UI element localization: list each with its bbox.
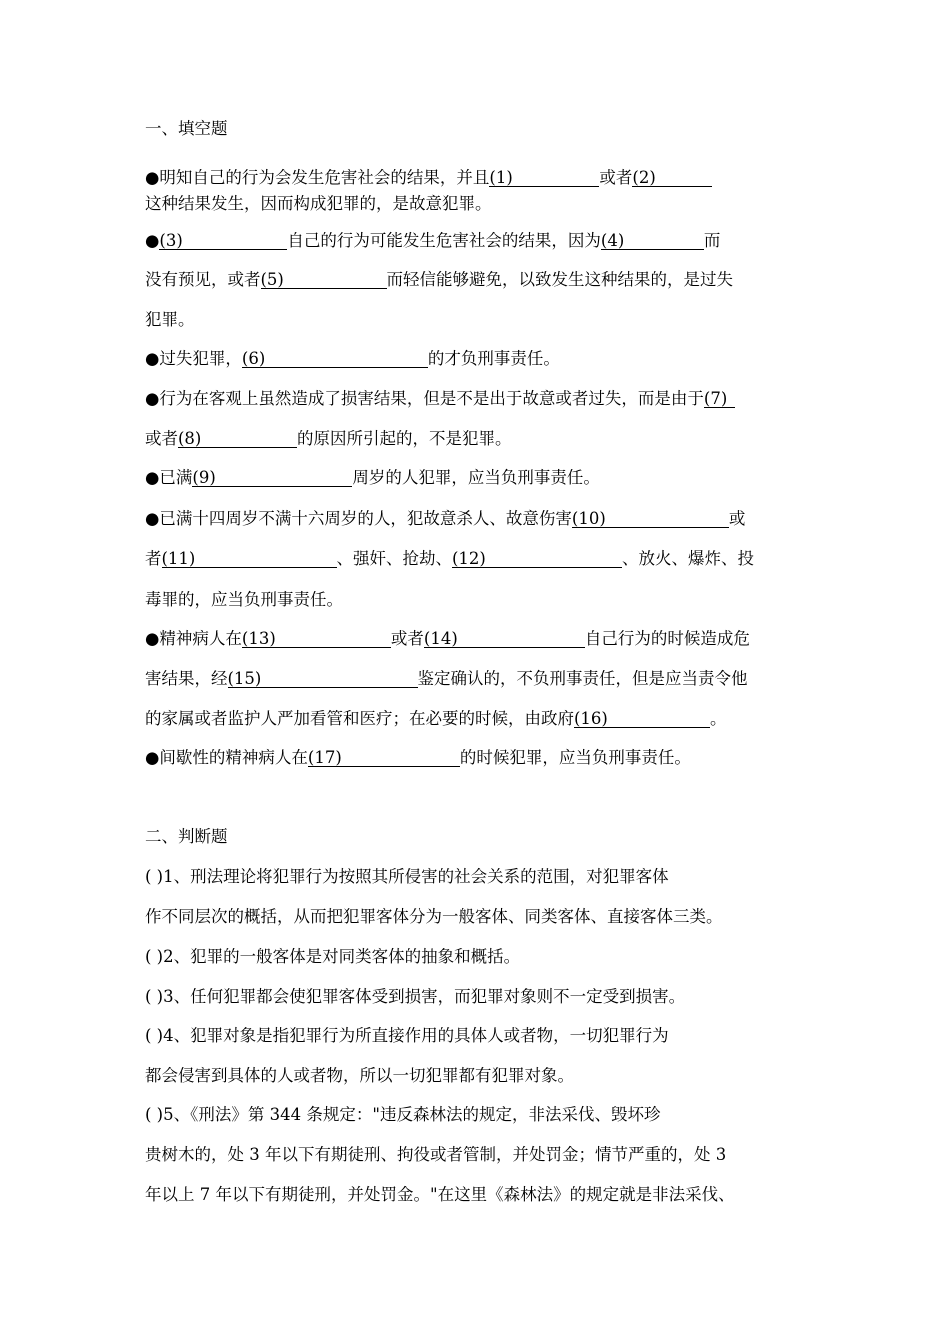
true-false-line xyxy=(145,1104,660,1126)
true-false-line xyxy=(145,1025,669,1047)
answer-blank[interactable]: (17) xyxy=(308,747,460,767)
question-text: 都会侵害到具体的人或者物，所以一切犯罪都有犯罪对象。 xyxy=(145,1066,574,1085)
fill-in-line xyxy=(145,747,691,769)
answer-blank[interactable]: (15) xyxy=(228,668,418,688)
question-text: 周岁的人犯罪，应当负刑事责任。 xyxy=(352,468,600,487)
question-text: 。 xyxy=(710,709,727,728)
answer-blank[interactable]: (8) xyxy=(178,428,297,448)
answer-blank[interactable]: (10) xyxy=(572,508,729,528)
question-text: ●明知自己的行为会发生危害社会的结果，并且 xyxy=(145,168,490,187)
question-text: 的家属或者监护人严加看管和医疗；在必要的时候，由政府 xyxy=(145,709,574,728)
question-text: ( )5、《刑法》第 344 条规定："违反森林法的规定，非法采伐、毁坏珍 xyxy=(145,1105,661,1124)
question-text: 而轻信能够避免，以致发生这种结果的，是过失 xyxy=(386,270,733,289)
question-text: 而 xyxy=(703,231,721,250)
question-text: 这种结果发生，因而构成犯罪的，是故意犯罪。 xyxy=(145,194,492,213)
section-title-true-false: 二、判断题 xyxy=(145,827,228,846)
question-text: 的时候犯罪，应当负刑事责任。 xyxy=(459,748,691,767)
fill-in-line xyxy=(145,348,560,370)
question-text: 自己的行为可能发生危害社会的结果，因为 xyxy=(287,231,601,250)
question-text: 或 xyxy=(728,509,746,528)
question-text: ●已满 xyxy=(145,468,193,487)
answer-blank[interactable]: (4) xyxy=(601,230,704,250)
question-text: 或者 xyxy=(145,429,178,448)
question-text: 贵树木的，处 3 年以下有期徒刑、拘役或者管制，并处罚金；情节严重的，处 3 xyxy=(145,1145,727,1164)
answer-blank[interactable]: (14) xyxy=(424,628,585,648)
question-text: ● xyxy=(145,231,160,250)
answer-blank[interactable]: (1) xyxy=(489,167,599,187)
answer-blank[interactable]: (3) xyxy=(159,230,287,250)
fill-in-line xyxy=(145,628,750,650)
answer-blank[interactable]: (2) xyxy=(632,167,712,187)
question-text: ●间歇性的精神病人在 xyxy=(145,748,308,767)
question-text: ●过失犯罪， xyxy=(145,349,242,368)
fill-in-line xyxy=(145,708,727,730)
answer-blank[interactable]: (5) xyxy=(261,269,387,289)
answer-blank[interactable]: (7) xyxy=(704,388,735,408)
answer-blank[interactable]: (9) xyxy=(192,467,352,487)
fill-in-line xyxy=(145,589,343,611)
question-text: ●精神病人在 xyxy=(145,629,242,648)
fill-in-line xyxy=(145,230,720,252)
question-text: ●行为在客观上虽然造成了损害结果，但是不是出于故意或者过失，而是由于 xyxy=(145,389,704,408)
question-text: 鉴定确认的，不负刑事责任，但是应当责令他 xyxy=(417,669,748,688)
question-text: ●已满十四周岁不满十六周岁的人，犯故意杀人、故意伤害 xyxy=(145,509,572,528)
question-text: ( )4、犯罪对象是指犯罪行为所直接作用的具体人或者物，一切犯罪行为 xyxy=(145,1026,669,1045)
question-text: 作不同层次的概括，从而把犯罪客体分为一般客体、同类客体、直接客体三类。 xyxy=(145,907,723,926)
question-text: 、强奸、抢劫、 xyxy=(336,549,452,568)
answer-blank[interactable]: (11) xyxy=(162,548,337,568)
answer-blank[interactable]: (12) xyxy=(452,548,622,568)
fill-in-line xyxy=(145,508,745,530)
true-false-line xyxy=(145,946,520,968)
fill-in-line xyxy=(145,467,600,489)
true-false-line xyxy=(145,906,723,928)
section-title-fill-in: 一、填空题 xyxy=(145,119,228,138)
fill-in-line xyxy=(145,428,512,450)
question-text: 的才负刑事责任。 xyxy=(427,349,560,368)
question-text: 、放火、爆炸、投 xyxy=(622,549,754,568)
true-false-line xyxy=(145,1065,574,1087)
question-text: 没有预见，或者 xyxy=(145,270,261,289)
fill-in-line xyxy=(145,167,712,189)
true-false-line xyxy=(145,866,669,888)
question-text: ( )1、刑法理论将犯罪行为按照其所侵害的社会关系的范围，对犯罪客体 xyxy=(145,867,669,886)
answer-blank[interactable]: (16) xyxy=(574,708,710,728)
true-false-line xyxy=(145,1144,726,1166)
true-false-line xyxy=(145,986,685,1008)
fill-in-line xyxy=(145,668,748,690)
fill-in-line xyxy=(145,309,195,331)
question-text: 毒罪的，应当负刑事责任。 xyxy=(145,590,343,609)
question-text: ( )3、任何犯罪都会使犯罪客体受到损害，而犯罪对象则不一定受到损害。 xyxy=(145,987,686,1006)
answer-blank[interactable]: (6) xyxy=(242,348,428,368)
question-text: 者 xyxy=(145,549,162,568)
true-false-line xyxy=(145,1184,735,1206)
fill-in-line xyxy=(145,193,492,215)
fill-in-line xyxy=(145,388,735,410)
question-text: 害结果，经 xyxy=(145,669,228,688)
question-text: 或者 xyxy=(599,168,633,187)
question-text: 或者 xyxy=(390,629,424,648)
question-text: ( )2、犯罪的一般客体是对同类客体的抽象和概括。 xyxy=(145,947,521,966)
fill-in-line xyxy=(145,269,733,291)
question-text: 犯罪。 xyxy=(145,310,195,329)
question-text: 自己行为的时候造成危 xyxy=(584,629,750,648)
answer-blank[interactable]: (13) xyxy=(242,628,391,648)
question-text: 年以上 7 年以下有期徒刑，并处罚金。"在这里《森林法》的规定就是非法采伐、 xyxy=(145,1185,735,1204)
question-text: 的原因所引起的，不是犯罪。 xyxy=(297,429,512,448)
fill-in-line xyxy=(145,548,754,570)
